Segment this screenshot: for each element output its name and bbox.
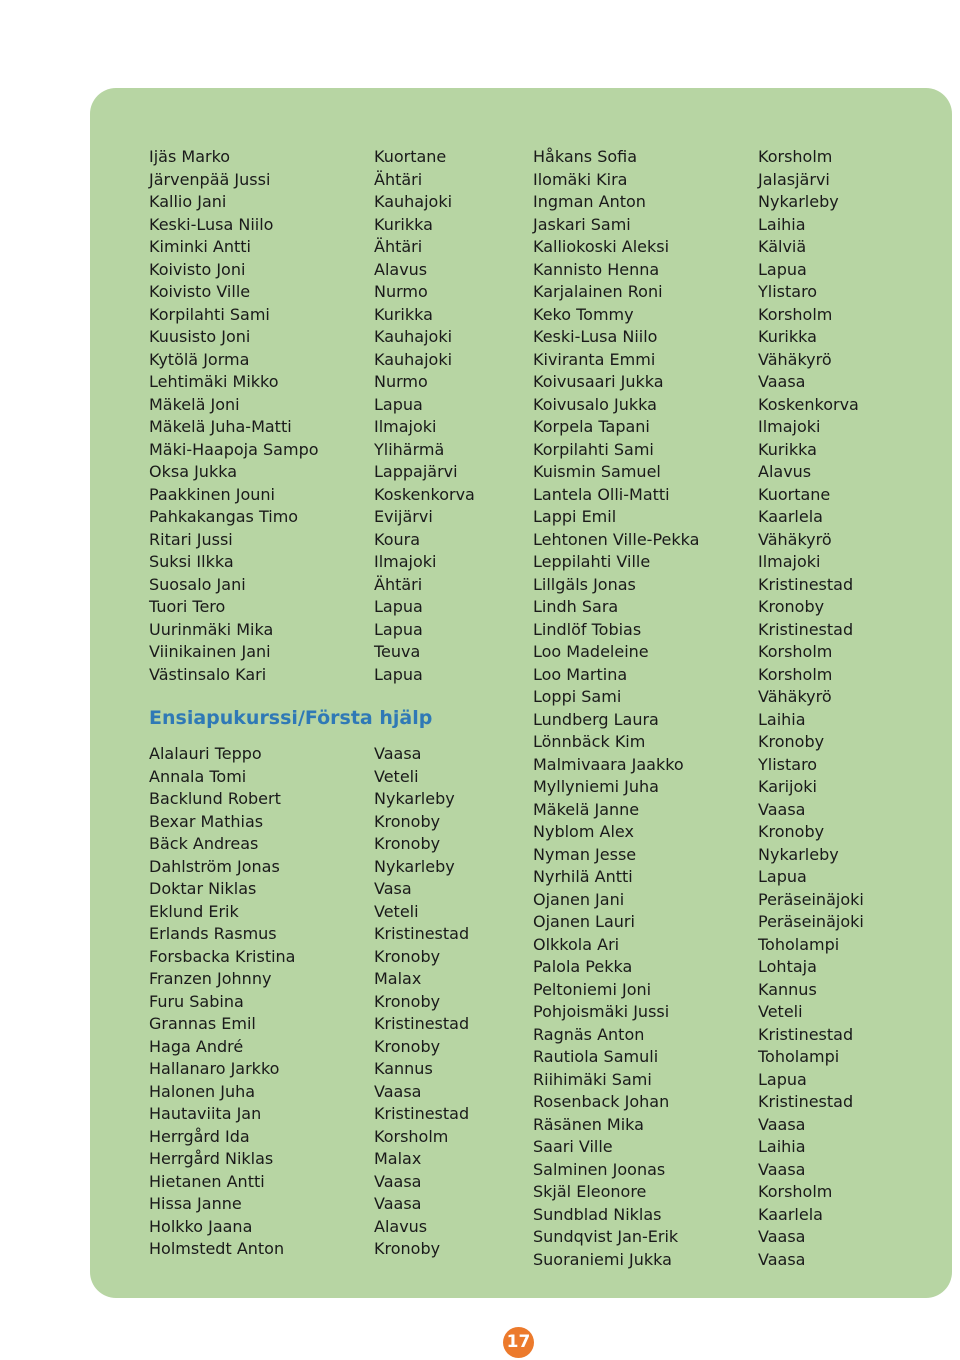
place-name: Ähtäri	[374, 169, 423, 189]
place-name: Vaasa	[374, 1194, 422, 1213]
person-name: Herrgård Niklas	[149, 1149, 274, 1168]
person-name: Sundblad Niklas	[533, 1204, 662, 1224]
person-name: Dahlström Jonas	[149, 856, 280, 876]
person-name: Oksa Jukka	[149, 462, 237, 481]
person-name: Mäkelä Joni	[149, 394, 240, 414]
person-name: Kytölä Jorma	[149, 349, 250, 369]
right-names-column	[533, 146, 699, 1271]
place-name: Toholampi	[758, 1047, 840, 1066]
place-name: Karijoki	[758, 777, 817, 796]
place-name: Teuva	[374, 642, 421, 661]
person-name: Uurinmäki Mika	[149, 619, 274, 639]
place-name: Vasa	[374, 879, 412, 898]
person-name: Eklund Erik	[149, 901, 239, 921]
place-name: Ylistaro	[758, 282, 818, 301]
person-name: Franzen Johnny	[149, 969, 272, 988]
place-name: Ilmajoki	[374, 417, 437, 436]
person-name: Bäck Andreas	[149, 834, 259, 853]
place-name: Korsholm	[758, 304, 833, 324]
place-name: Lapua	[374, 597, 423, 616]
place-name: Kristinestad	[758, 619, 854, 639]
person-name: Kiviranta Emmi	[533, 349, 656, 369]
person-name: Salminen Joonas	[533, 1159, 666, 1179]
place-name: Kauhajoki	[374, 349, 453, 369]
place-name: Koskenkorva	[374, 484, 475, 504]
place-name: Kauhajoki	[374, 327, 453, 346]
place-name: Ähtäri	[374, 574, 423, 594]
place-name: Kronoby	[374, 811, 441, 831]
place-name: Nykarleby	[374, 856, 455, 876]
person-name: Keski-Lusa Niilo	[149, 214, 274, 234]
person-name: Håkans Sofia	[533, 147, 638, 166]
place-name: Alavus	[374, 1216, 428, 1236]
place-name: Evijärvi	[374, 507, 433, 526]
person-name: Herrgård Ida	[149, 1126, 250, 1146]
person-name: Haga André	[149, 1036, 244, 1056]
place-name: Nurmo	[374, 372, 428, 391]
person-name: Lindlöf Tobias	[533, 619, 642, 639]
place-name: Alavus	[374, 259, 428, 279]
person-name: Ragnäs Anton	[533, 1024, 645, 1044]
person-name: Skjäl Eleonore	[533, 1182, 647, 1201]
place-name: Koskenkorva	[758, 394, 859, 414]
place-name: Alavus	[758, 462, 812, 481]
place-name: Kaarlela	[758, 507, 823, 526]
person-name: Räsänen Mika	[533, 1114, 644, 1134]
person-name: Ijäs Marko	[149, 147, 231, 166]
person-name: Lehtonen Ville-Pekka	[533, 529, 700, 549]
person-name: Backlund Robert	[149, 789, 281, 808]
place-name: Vaasa	[374, 1171, 422, 1191]
person-name: Korpilahti Sami	[149, 304, 270, 324]
person-name: Koivusalo Jukka	[533, 394, 657, 414]
person-name: Ojanen Lauri	[533, 912, 635, 931]
person-name: Ingman Anton	[533, 192, 646, 211]
person-name: Hautaviita Jan	[149, 1104, 262, 1123]
person-name: Keko Tommy	[533, 304, 634, 324]
place-name: Kannus	[374, 1059, 433, 1078]
person-name: Myllyniemi Juha	[533, 777, 659, 796]
person-name: Saari Ville	[533, 1137, 613, 1156]
place-name: Laihia	[758, 1137, 806, 1156]
place-name: Kristinestad	[758, 574, 854, 594]
place-name: Kuortane	[374, 147, 447, 166]
place-name: Ilmajoki	[758, 417, 821, 436]
person-name: Rautiola Samuli	[533, 1047, 659, 1066]
place-name: Toholampi	[758, 934, 840, 954]
place-name: Vaasa	[374, 744, 422, 763]
place-name: Nykarleby	[758, 192, 839, 211]
person-name: Rosenback Johan	[533, 1092, 670, 1111]
place-name: Kälviä	[758, 237, 807, 256]
person-name: Jaskari Sami	[533, 214, 631, 234]
place-name: Korsholm	[758, 642, 833, 661]
person-name: Kalliokoski Aleksi	[533, 237, 670, 256]
place-name: Kannus	[758, 979, 817, 999]
place-name: Kronoby	[374, 946, 441, 966]
place-name: Kurikka	[374, 214, 433, 234]
place-name: Lapua	[374, 394, 423, 414]
person-name: Kallio Jani	[149, 192, 227, 211]
place-name: Kronoby	[374, 991, 441, 1011]
place-name: Vaasa	[758, 1159, 806, 1179]
person-name: Lantela Olli-Matti	[533, 484, 670, 504]
place-name: Kauhajoki	[374, 192, 453, 211]
person-name: Tuori Tero	[149, 597, 226, 616]
place-name: Vähäkyrö	[758, 529, 832, 549]
person-name: Koivusaari Jukka	[533, 372, 664, 391]
place-name: Lapua	[374, 619, 423, 639]
person-name: Kiminki Antti	[149, 237, 251, 256]
person-name: Hietanen Antti	[149, 1171, 265, 1191]
person-name: Annala Tomi	[149, 766, 247, 786]
person-name: Pohjoismäki Jussi	[533, 1002, 670, 1021]
place-name: Vaasa	[374, 1081, 422, 1101]
person-name: Västinsalo Kari	[149, 664, 267, 684]
person-name: Furu Sabina	[149, 991, 244, 1011]
place-name: Kristinestad	[758, 1024, 854, 1044]
place-name: Kristinestad	[758, 1092, 854, 1111]
place-name: Lohtaja	[758, 957, 817, 976]
place-name: Laihia	[758, 214, 806, 234]
place-name: Vaasa	[758, 1114, 806, 1134]
place-name: Nurmo	[374, 282, 428, 301]
first-aid-names-column	[149, 743, 295, 1261]
person-name: Korpela Tapani	[533, 417, 650, 436]
person-name: Sundqvist Jan-Erik	[533, 1227, 679, 1246]
person-name: Pahkakangas Timo	[149, 507, 299, 526]
place-name: Kronoby	[374, 1036, 441, 1056]
person-name: Riihimäki Sami	[533, 1069, 652, 1089]
person-name: Lehtimäki Mikko	[149, 372, 279, 391]
person-name: Hallanaro Jarkko	[149, 1059, 280, 1078]
person-name: Mäki-Haapoja Sampo	[149, 439, 319, 459]
place-name: Vähäkyrö	[758, 687, 832, 706]
place-name: Malax	[374, 1149, 422, 1168]
person-name: Lillgäls Jonas	[533, 574, 636, 594]
place-name: Korsholm	[758, 147, 833, 166]
place-name: Kronoby	[758, 597, 825, 616]
person-name: Forsbacka Kristina	[149, 946, 296, 966]
place-name: Koura	[374, 529, 421, 549]
person-name: Nyblom Alex	[533, 822, 634, 841]
place-name: Kristinestad	[374, 1014, 470, 1033]
person-name: Hissa Janne	[149, 1194, 242, 1213]
person-name: Alalauri Teppo	[149, 744, 262, 763]
person-name: Suoraniemi Jukka	[533, 1249, 672, 1269]
place-name: Korsholm	[758, 1182, 833, 1201]
person-name: Peltoniemi Joni	[533, 979, 652, 999]
person-name: Paakkinen Jouni	[149, 484, 275, 504]
person-name: Holkko Jaana	[149, 1216, 253, 1236]
person-name: Halonen Juha	[149, 1081, 256, 1101]
top-places-column	[374, 146, 475, 686]
place-name: Kronoby	[374, 1239, 441, 1258]
person-name: Viinikainen Jani	[149, 642, 271, 661]
place-name: Lapua	[758, 867, 807, 886]
person-name: Kuusisto Joni	[149, 327, 251, 346]
person-name: Malmivaara Jaakko	[533, 754, 684, 774]
person-name: Erlands Rasmus	[149, 924, 277, 943]
person-name: Kannisto Henna	[533, 259, 660, 279]
person-name: Lappi Emil	[533, 507, 617, 526]
place-name: Ylihärmä	[374, 439, 445, 459]
place-name: Kronoby	[374, 834, 441, 853]
place-name: Kronoby	[758, 732, 825, 751]
right-places-column	[758, 146, 864, 1271]
place-name: Kronoby	[758, 822, 825, 841]
place-name: Kuortane	[758, 484, 831, 504]
place-name: Veteli	[374, 766, 419, 786]
place-name: Kristinestad	[374, 924, 470, 943]
person-name: Mäkelä Juha-Matti	[149, 417, 292, 436]
person-name: Lindh Sara	[533, 597, 619, 616]
section-title: Ensiapukurssi/Första hjälp	[149, 707, 433, 729]
place-name: Nykarleby	[374, 789, 455, 808]
person-name: Korpilahti Sami	[533, 439, 654, 459]
place-name: Vaasa	[758, 1249, 806, 1269]
place-name: Korsholm	[758, 664, 833, 684]
person-name: Kuismin Samuel	[533, 462, 661, 481]
place-name: Ylistaro	[758, 754, 818, 774]
place-name: Ilmajoki	[758, 552, 821, 571]
person-name: Karjalainen Roni	[533, 282, 663, 301]
place-name: Vaasa	[758, 799, 806, 819]
place-name: Lappajärvi	[374, 462, 458, 481]
person-name: Koivisto Joni	[149, 259, 246, 279]
page-number-badge: 17	[503, 1327, 534, 1358]
top-names-column	[149, 146, 319, 686]
person-name: Grannas Emil	[149, 1014, 256, 1033]
place-name: Vaasa	[758, 1227, 806, 1246]
place-name: Kurikka	[758, 327, 817, 346]
place-name: Jalasjärvi	[758, 169, 830, 189]
person-name: Ojanen Jani	[533, 889, 625, 909]
person-name: Loo Madeleine	[533, 642, 649, 661]
person-name: Lundberg Laura	[533, 709, 659, 729]
person-name: Olkkola Ari	[533, 934, 620, 954]
place-name: Laihia	[758, 709, 806, 729]
place-name: Vähäkyrö	[758, 349, 832, 369]
place-name: Ähtäri	[374, 237, 423, 256]
person-name: Leppilahti Ville	[533, 552, 651, 571]
person-name: Ilomäki Kira	[533, 169, 628, 189]
place-name: Veteli	[374, 901, 419, 921]
place-name: Kurikka	[758, 439, 817, 459]
person-name: Doktar Niklas	[149, 879, 257, 898]
place-name: Kaarlela	[758, 1204, 823, 1224]
person-name: Lönnbäck Kim	[533, 732, 646, 751]
person-name: Loo Martina	[533, 664, 628, 684]
person-name: Palola Pekka	[533, 957, 633, 976]
person-name: Ritari Jussi	[149, 529, 233, 549]
person-name: Loppi Sami	[533, 687, 622, 706]
place-name: Nykarleby	[758, 844, 839, 864]
place-name: Kurikka	[374, 304, 433, 324]
place-name: Lapua	[758, 259, 807, 279]
place-name: Vaasa	[758, 372, 806, 391]
place-name: Ilmajoki	[374, 552, 437, 571]
place-name: Malax	[374, 969, 422, 988]
place-name: Korsholm	[374, 1126, 449, 1146]
place-name: Peräseinäjoki	[758, 889, 864, 909]
person-name: Keski-Lusa Niilo	[533, 327, 658, 346]
place-name: Peräseinäjoki	[758, 912, 864, 931]
place-name: Lapua	[758, 1069, 807, 1089]
person-name: Koivisto Ville	[149, 282, 251, 301]
first-aid-places-column	[374, 743, 469, 1261]
place-name: Lapua	[374, 664, 423, 684]
person-name: Mäkelä Janne	[533, 799, 640, 819]
person-name: Nyman Jesse	[533, 844, 637, 864]
person-name: Järvenpää Jussi	[149, 169, 271, 189]
person-name: Suosalo Jani	[149, 574, 246, 594]
place-name: Kristinestad	[374, 1104, 470, 1123]
place-name: Veteli	[758, 1002, 803, 1021]
person-name: Bexar Mathias	[149, 811, 264, 831]
person-name: Nyrhilä Antti	[533, 867, 633, 886]
person-name: Suksi Ilkka	[149, 552, 234, 571]
person-name: Holmstedt Anton	[149, 1239, 285, 1258]
